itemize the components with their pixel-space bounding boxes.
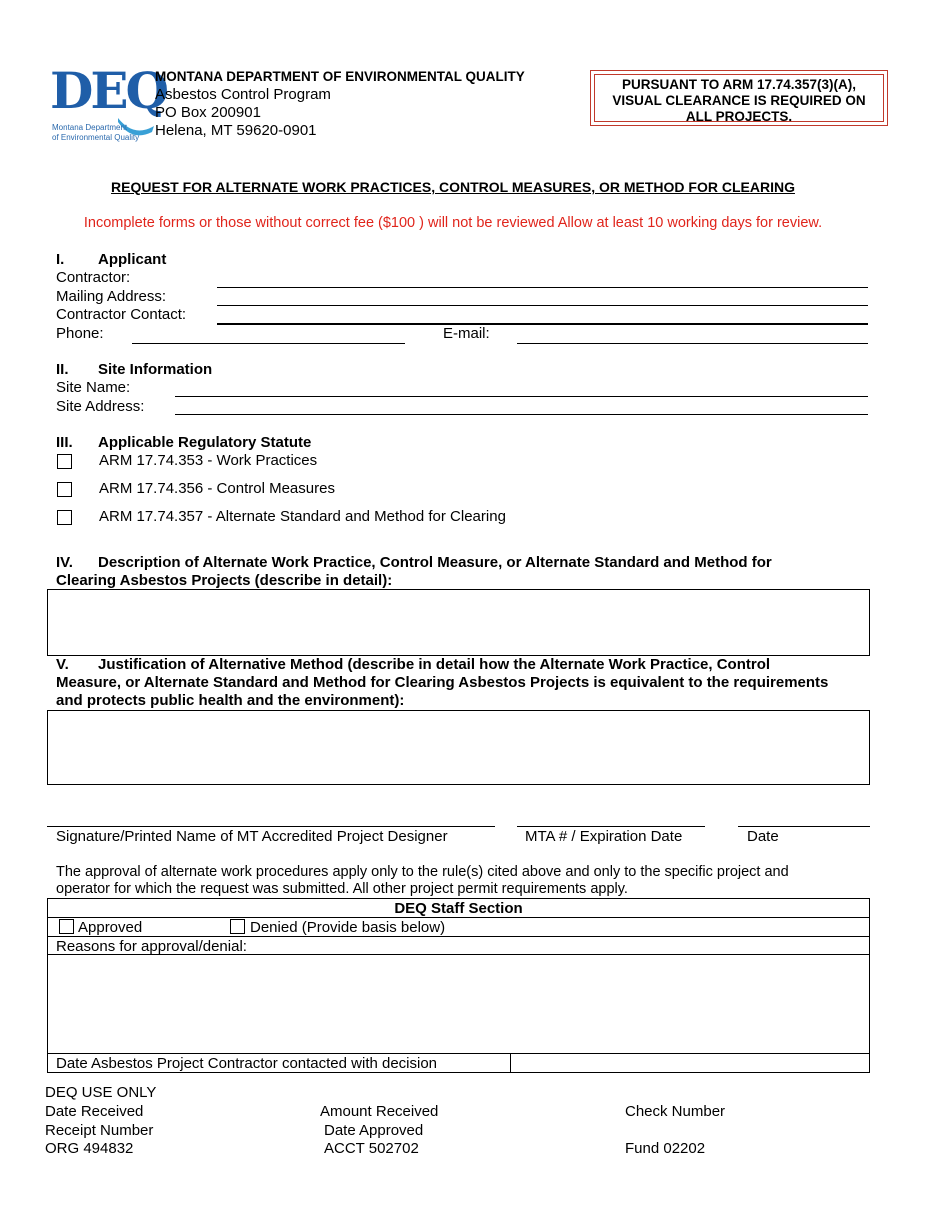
visual-clearance-notice: [590, 70, 888, 126]
email-label: E-mail:: [443, 325, 490, 342]
staff-section-heading: DEQ Staff Section: [394, 900, 523, 917]
email-field[interactable]: [517, 343, 868, 344]
approved-checkbox[interactable]: [59, 919, 74, 934]
reasons-label: Reasons for approval/denial:: [56, 938, 247, 955]
program-name: Asbestos Control Program: [155, 86, 331, 103]
control-measures-label: ARM 17.74.356 - Control Measures: [99, 480, 335, 497]
signature-date-field[interactable]: [738, 826, 870, 827]
city-address: Helena, MT 59620-0901: [155, 122, 317, 139]
justification-textarea[interactable]: [47, 710, 870, 785]
logo-subtitle-2: of Environmental Quality: [52, 133, 140, 142]
phone-field[interactable]: [132, 343, 405, 344]
designer-signature-field[interactable]: [47, 826, 495, 827]
site-address-field[interactable]: [175, 414, 868, 415]
signature-date-label: Date: [747, 828, 779, 845]
section-3-title: Applicable Regulatory Statute: [98, 434, 312, 451]
mailing-address-field[interactable]: [217, 305, 868, 306]
approved-label: Approved: [78, 919, 143, 936]
site-address-label: Site Address:: [56, 398, 145, 415]
work-practices-label: ARM 17.74.353 - Work Practices: [99, 452, 318, 469]
section-4-number: IV.: [56, 554, 73, 571]
date-approved-label: Date Approved: [324, 1122, 424, 1139]
acct-code: ACCT 502702: [324, 1140, 419, 1157]
contractor-label: Contractor:: [56, 269, 131, 286]
contractor-contact-label: Contractor Contact:: [56, 306, 187, 323]
contractor-contact-field[interactable]: [217, 323, 868, 325]
po-box: PO Box 200901: [155, 104, 261, 121]
fund-code: Fund 02202: [625, 1140, 706, 1157]
mailing-address-label: Mailing Address:: [56, 288, 167, 305]
agency-name: MONTANA DEPARTMENT OF ENVIRONMENTAL QUALITY: [155, 69, 525, 84]
work-practices-checkbox[interactable]: [57, 454, 72, 469]
contacted-date-field[interactable]: [510, 1053, 870, 1072]
section-2-title: Site Information: [98, 361, 213, 378]
section-1-number: I.: [56, 251, 65, 268]
designer-signature-label: Signature/Printed Name of MT Accredited Project Designer: [56, 828, 448, 845]
alternate-standard-checkbox[interactable]: [57, 510, 72, 525]
section-5-title-line-3: and protects public health and the environment):: [56, 692, 405, 709]
logo-subtitle-1: Montana Department: [52, 123, 128, 132]
reasons-field[interactable]: [48, 955, 869, 1053]
section-5-title-line-1: Justification of Alternative Method (describe in detail how the Alternate Work Practice, Control: [98, 656, 771, 673]
notice-line-3: ALL PROJECTS.: [685, 109, 793, 124]
approval-note-line-2: operator for which the request was submitted. All other project permit requirements apply.: [56, 881, 628, 897]
fee-warning: Incomplete forms or those without correct fee ($100 ) will not be reviewed Allow at least 10 working days for review.: [83, 215, 823, 231]
description-textarea[interactable]: [47, 589, 870, 656]
notice-line-2: VISUAL CLEARANCE IS REQUIRED ON: [612, 93, 866, 108]
approval-note-line-1: The approval of alternate work procedures apply only to the rule(s) cited above and only to the specific project and: [56, 864, 789, 880]
site-name-label: Site Name:: [56, 379, 131, 396]
mta-expiration-label: MTA # / Expiration Date: [525, 828, 683, 845]
section-3-number: III.: [56, 434, 73, 451]
form-title: REQUEST FOR ALTERNATE WORK PRACTICES, CONTROL MEASURES, OR METHOD FOR CLEARING: [111, 179, 795, 195]
section-4-title-line-1: Description of Alternate Work Practice, Control Measure, or Alternate Standard and Method for: [98, 554, 772, 571]
section-2-number: II.: [56, 361, 69, 378]
section-5-number: V.: [56, 656, 69, 673]
alternate-standard-label: ARM 17.74.357 - Alternate Standard and Method for Clearing: [99, 508, 506, 525]
site-name-field[interactable]: [175, 396, 868, 397]
phone-label: Phone:: [56, 325, 104, 342]
org-code: ORG 494832: [45, 1140, 134, 1157]
date-received-label: Date Received: [45, 1103, 144, 1120]
section-1-title: Applicant: [98, 251, 167, 268]
mta-expiration-field[interactable]: [517, 826, 705, 827]
contacted-date-label: Date Asbestos Project Contractor contacted with decision: [56, 1055, 438, 1072]
amount-received-label: Amount Received: [320, 1103, 439, 1120]
section-5-title-line-2: Measure, or Alternate Standard and Method for Clearing Asbestos Projects is equivalent to the requirements: [56, 674, 829, 691]
deq-use-only-heading: DEQ USE ONLY: [45, 1084, 157, 1101]
deq-logo: [50, 61, 167, 146]
section-4-title-line-2: Clearing Asbestos Projects (describe in detail):: [56, 572, 393, 589]
logo-text: DEQ: [50, 61, 167, 120]
receipt-number-label: Receipt Number: [45, 1122, 154, 1139]
contractor-field[interactable]: [217, 287, 868, 288]
check-number-label: Check Number: [625, 1103, 726, 1120]
notice-line-1: PURSUANT TO ARM 17.74.357(3)(A),: [621, 77, 857, 92]
control-measures-checkbox[interactable]: [57, 482, 72, 497]
denied-checkbox[interactable]: [230, 919, 245, 934]
staff-row-divider: [47, 936, 870, 937]
staff-row-divider: [47, 917, 870, 918]
denied-label: Denied (Provide basis below): [250, 919, 446, 936]
